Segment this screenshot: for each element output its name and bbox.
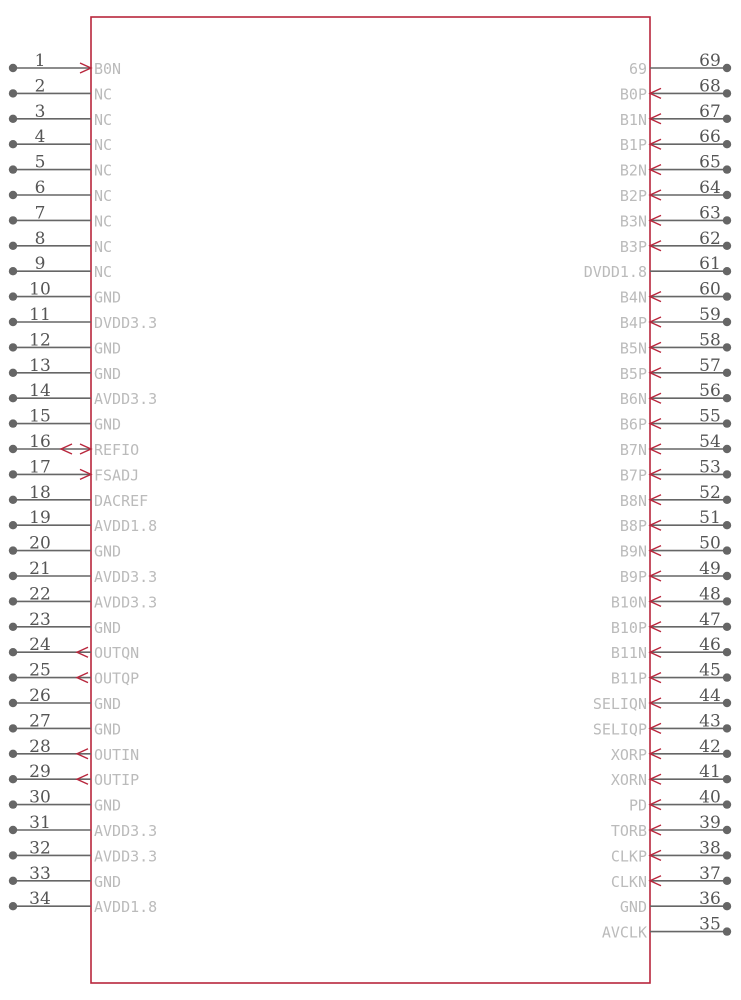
pin-number: 14: [29, 381, 51, 402]
pin-number: 61: [699, 254, 721, 275]
pin-name: B10P: [610, 618, 647, 637]
pin-name: AVDD3.3: [94, 390, 158, 409]
pin-19: [9, 508, 157, 535]
pin-endpoint-dot: [723, 89, 731, 97]
pin-endpoint-dot: [723, 724, 731, 732]
pin-name: B6N: [619, 390, 647, 409]
pin-name: OUTQP: [94, 669, 140, 688]
pin-endpoint-dot: [9, 521, 17, 529]
pin-number: 10: [29, 279, 51, 300]
pin-endpoint-dot: [9, 496, 17, 504]
pin-33: [9, 864, 121, 891]
pin-24: [9, 635, 139, 662]
pin-name: DACREF: [94, 491, 149, 510]
pin-endpoint-dot: [9, 267, 17, 275]
pin-10: [9, 280, 121, 307]
pin-number: 21: [29, 559, 51, 579]
pin-number: 11: [29, 305, 51, 325]
pin-endpoint-dot: [9, 343, 17, 351]
pin-25: [9, 661, 139, 688]
pin-name: AVDD1.8: [94, 898, 158, 917]
pin-number: 22: [29, 584, 51, 605]
pin-50: [620, 534, 731, 561]
ic-body-outline: [91, 17, 650, 983]
pin-name: B1P: [619, 136, 647, 155]
pin-29: [9, 762, 139, 789]
pin-endpoint-dot: [723, 597, 731, 605]
pin-69: [629, 51, 731, 78]
pin-45: [611, 661, 731, 688]
pin-name: AVDD3.3: [94, 568, 158, 586]
pin-name: FSADJ: [94, 466, 140, 485]
pin-endpoint-dot: [723, 369, 731, 377]
pin-9: [9, 254, 112, 281]
pin-43: [593, 711, 731, 738]
pin-11: [9, 305, 157, 332]
pin-name: AVCLK: [601, 923, 647, 942]
pin-endpoint-dot: [723, 140, 731, 148]
pin-53: [620, 457, 731, 484]
pin-number: 49: [699, 559, 721, 579]
pin-34: [9, 889, 157, 916]
pin-endpoint-dot: [723, 496, 731, 504]
pin-36: [620, 889, 731, 916]
pin-number: 29: [29, 762, 51, 783]
pin-18: [9, 483, 148, 510]
pin-number: 62: [699, 228, 721, 249]
pin-endpoint-dot: [9, 64, 17, 72]
pin-name: B0P: [619, 85, 647, 104]
pin-number: 13: [29, 355, 51, 376]
pin-number: 6: [34, 178, 46, 198]
pin-44: [593, 686, 731, 713]
pin-endpoint-dot: [9, 851, 17, 859]
pin-60: [620, 280, 731, 307]
pin-endpoint-dot: [723, 292, 731, 300]
pin-number: 15: [29, 406, 51, 427]
pin-number: 25: [29, 660, 51, 681]
pin-endpoint-dot: [723, 750, 731, 758]
pin-name: B8N: [619, 491, 647, 510]
pin-5: [9, 153, 112, 180]
pin-4: [9, 127, 112, 154]
pin-endpoint-dot: [9, 724, 17, 732]
pin-name: B9P: [619, 568, 647, 586]
pin-26: [9, 686, 121, 713]
pin-number: 63: [699, 203, 721, 224]
pin-endpoint-dot: [9, 877, 17, 885]
pin-endpoint-dot: [9, 292, 17, 300]
pin-name: NC: [94, 161, 113, 180]
pin-1: [9, 51, 121, 78]
pin-39: [611, 813, 731, 840]
pin-endpoint-dot: [9, 902, 17, 910]
pin-number: 18: [29, 482, 51, 503]
pin-name: CLKP: [610, 847, 647, 866]
pin-name: GND: [94, 618, 122, 637]
pin-name: B4P: [619, 314, 647, 332]
pin-name: B11N: [610, 644, 647, 663]
pin-endpoint-dot: [723, 775, 731, 783]
pin-endpoint-dot: [723, 470, 731, 478]
pin-endpoint-dot: [9, 115, 17, 123]
pin-number: 45: [699, 660, 721, 681]
pin-name: GND: [94, 796, 122, 815]
pin-number: 16: [29, 432, 51, 452]
pin-32: [9, 838, 157, 865]
pin-name: B11P: [610, 669, 647, 688]
pin-37: [611, 864, 731, 891]
pin-number: 56: [699, 381, 721, 402]
pin-number: 48: [699, 584, 721, 605]
pin-name: B2P: [619, 187, 647, 205]
pin-number: 3: [34, 101, 46, 122]
pin-number: 47: [699, 609, 721, 630]
pin-54: [620, 432, 731, 459]
pin-31: [9, 813, 157, 840]
pin-endpoint-dot: [9, 318, 17, 326]
pin-number: 8: [34, 228, 46, 249]
pin-endpoint-dot: [723, 64, 731, 72]
pin-number: 43: [699, 711, 721, 732]
pin-endpoint-dot: [723, 242, 731, 250]
pin-endpoint-dot: [9, 572, 17, 580]
left-pin-group: [9, 51, 157, 916]
pin-63: [620, 203, 731, 230]
pin-endpoint-dot: [723, 521, 731, 529]
pin-endpoint-dot: [9, 216, 17, 224]
pin-number: 59: [699, 305, 721, 325]
pin-endpoint-dot: [723, 546, 731, 554]
pin-name: B8P: [619, 517, 647, 536]
pin-endpoint-dot: [723, 267, 731, 275]
pin-name: B3N: [619, 212, 647, 231]
pin-endpoint-dot: [723, 623, 731, 631]
right-pin-group: [584, 51, 731, 942]
pin-name: B7N: [619, 441, 647, 459]
pin-number: 67: [699, 101, 721, 122]
pin-number: 37: [699, 863, 721, 884]
pin-name: NC: [94, 110, 113, 129]
pin-name: GND: [94, 339, 122, 358]
pin-35: [602, 915, 731, 942]
pin-21: [9, 559, 157, 586]
pin-name: AVDD1.8: [94, 517, 158, 536]
pin-name: DVDD3.3: [94, 314, 158, 332]
pin-endpoint-dot: [9, 826, 17, 834]
pin-41: [611, 762, 731, 789]
pin-number: 52: [699, 482, 721, 503]
pin-endpoint-dot: [9, 750, 17, 758]
pin-endpoint-dot: [9, 165, 17, 173]
pin-number: 41: [699, 762, 721, 783]
pin-number: 60: [699, 279, 721, 300]
pin-endpoint-dot: [723, 673, 731, 681]
pin-endpoint-dot: [723, 877, 731, 885]
pin-endpoint-dot: [723, 165, 731, 173]
pin-number: 26: [29, 686, 51, 706]
pin-endpoint-dot: [9, 419, 17, 427]
pin-name: NC: [94, 237, 113, 256]
pin-number: 12: [29, 330, 51, 351]
pin-65: [620, 153, 731, 180]
pin-name: B5P: [619, 364, 647, 383]
pin-endpoint-dot: [9, 597, 17, 605]
pin-name: B2N: [619, 161, 647, 180]
pin-endpoint-dot: [9, 775, 17, 783]
pin-number: 17: [29, 457, 51, 478]
pin-endpoint-dot: [9, 89, 17, 97]
pin-endpoint-dot: [9, 470, 17, 478]
pin-64: [620, 178, 731, 205]
pin-endpoint-dot: [9, 673, 17, 681]
pin-name: B7P: [619, 466, 647, 485]
pin-7: [9, 203, 112, 230]
pin-name: GND: [94, 415, 122, 434]
pin-number: 39: [699, 813, 721, 833]
pin-endpoint-dot: [723, 800, 731, 808]
pin-number: 36: [699, 889, 721, 910]
pin-name: XORN: [610, 771, 647, 790]
pin-name: OUTIP: [94, 771, 140, 790]
pin-endpoint-dot: [723, 572, 731, 580]
pin-name: AVDD3.3: [94, 593, 158, 612]
pin-name: CLKN: [610, 872, 647, 891]
pin-number: 55: [699, 406, 721, 427]
pin-endpoint-dot: [9, 242, 17, 250]
pin-14: [9, 381, 157, 408]
pin-name: PD: [628, 796, 647, 815]
pin-13: [9, 356, 121, 383]
pin-number: 44: [699, 686, 721, 706]
pin-17: [9, 457, 139, 484]
pin-20: [9, 534, 121, 561]
pin-2: [9, 76, 112, 103]
pin-number: 65: [699, 152, 721, 173]
pin-endpoint-dot: [9, 623, 17, 631]
pin-endpoint-dot: [723, 191, 731, 199]
pin-number: 32: [29, 838, 51, 859]
pin-name: REFIO: [94, 441, 140, 459]
pin-endpoint-dot: [723, 648, 731, 656]
pin-endpoint-dot: [723, 851, 731, 859]
pin-endpoint-dot: [723, 419, 731, 427]
pin-51: [620, 508, 731, 535]
pin-endpoint-dot: [9, 394, 17, 402]
pin-62: [620, 229, 731, 256]
pin-42: [611, 737, 731, 764]
pin-61: [584, 254, 731, 281]
pin-number: 40: [699, 787, 721, 808]
pin-name: GND: [94, 364, 122, 383]
pin-number: 38: [699, 838, 721, 859]
pin-number: 58: [699, 330, 721, 351]
pin-name: GND: [94, 542, 122, 561]
pin-endpoint-dot: [9, 140, 17, 148]
pin-name: GND: [619, 898, 647, 917]
pin-68: [620, 76, 731, 103]
pin-endpoint-dot: [723, 927, 731, 935]
pin-name: B5N: [619, 339, 647, 358]
pin-46: [611, 635, 731, 662]
pin-number: 42: [699, 736, 721, 757]
pin-48: [611, 584, 731, 611]
pin-endpoint-dot: [9, 445, 17, 453]
pin-67: [620, 102, 731, 129]
pin-name: SELIQN: [592, 695, 647, 713]
pin-15: [9, 407, 121, 434]
pin-endpoint-dot: [9, 546, 17, 554]
pin-name: TORB: [610, 822, 647, 840]
pin-23: [9, 610, 121, 637]
pin-name: DVDD1.8: [583, 263, 647, 282]
pin-endpoint-dot: [9, 369, 17, 377]
pin-name: AVDD3.3: [94, 822, 158, 840]
pin-number: 31: [29, 813, 51, 833]
pin-number: 4: [34, 127, 46, 148]
pin-number: 57: [699, 355, 721, 376]
pin-number: 51: [699, 508, 721, 529]
pin-name: GND: [94, 695, 122, 713]
pin-40: [629, 788, 731, 815]
pin-57: [620, 356, 731, 383]
pin-endpoint-dot: [723, 318, 731, 326]
pin-endpoint-dot: [723, 343, 731, 351]
pin-30: [9, 788, 121, 815]
pin-number: 54: [699, 432, 721, 452]
pin-number: 50: [699, 533, 721, 554]
pin-27: [9, 711, 121, 738]
pin-59: [620, 305, 731, 332]
pin-56: [620, 381, 731, 408]
pin-endpoint-dot: [723, 902, 731, 910]
pin-28: [9, 737, 139, 764]
pin-name: SELIQP: [592, 720, 647, 739]
pin-name: NC: [94, 263, 113, 282]
pin-endpoint-dot: [723, 699, 731, 707]
pin-number: 1: [34, 51, 46, 71]
pin-number: 68: [699, 76, 721, 97]
pin-endpoint-dot: [723, 445, 731, 453]
pin-name: GND: [94, 720, 122, 739]
pin-number: 7: [34, 203, 46, 224]
pin-name: GND: [94, 288, 122, 307]
pin-number: 69: [699, 51, 721, 71]
pin-name: NC: [94, 187, 113, 205]
pin-66: [620, 127, 731, 154]
pin-name: NC: [94, 212, 113, 231]
pin-number: 27: [29, 711, 51, 732]
pin-number: 28: [29, 736, 51, 757]
pin-endpoint-dot: [723, 826, 731, 834]
pin-endpoint-dot: [723, 115, 731, 123]
pin-endpoint-dot: [723, 394, 731, 402]
pin-58: [620, 330, 731, 357]
pin-number: 64: [699, 178, 721, 198]
pin-name: XORP: [610, 745, 647, 764]
pin-number: 23: [29, 609, 51, 630]
pin-22: [9, 584, 157, 611]
pin-number: 35: [699, 914, 721, 935]
pin-name: B10N: [610, 593, 647, 612]
pin-name: B6P: [619, 415, 647, 434]
pin-endpoint-dot: [9, 191, 17, 199]
pin-number: 5: [34, 152, 46, 173]
pin-number: 24: [29, 635, 51, 656]
pin-name: NC: [94, 85, 113, 104]
pin-3: [9, 102, 112, 129]
pin-name: 69: [628, 60, 647, 78]
pin-endpoint-dot: [723, 216, 731, 224]
pin-number: 20: [29, 533, 51, 554]
pin-name: NC: [94, 136, 113, 155]
pin-number: 34: [29, 889, 51, 910]
pin-number: 53: [699, 457, 721, 478]
pin-8: [9, 229, 112, 256]
pin-12: [9, 330, 121, 357]
pin-endpoint-dot: [9, 699, 17, 707]
pin-name: B9N: [619, 542, 647, 561]
pin-number: 66: [699, 127, 721, 148]
pin-16: [9, 432, 139, 459]
pin-name: B4N: [619, 288, 647, 307]
pin-name: GND: [94, 872, 122, 891]
pin-47: [611, 610, 731, 637]
pin-52: [620, 483, 731, 510]
pin-endpoint-dot: [9, 800, 17, 808]
pin-name: B1N: [619, 110, 647, 129]
pin-name: OUTIN: [94, 745, 140, 764]
pin-55: [620, 407, 731, 434]
pin-name: OUTQN: [94, 644, 140, 663]
pin-38: [611, 838, 731, 865]
pin-49: [620, 559, 731, 586]
pin-6: [9, 178, 112, 205]
pin-name: AVDD3.3: [94, 847, 158, 866]
pin-name: B3P: [619, 237, 647, 256]
pin-number: 46: [699, 635, 721, 656]
pin-name: B0N: [94, 60, 122, 78]
pin-number: 33: [29, 863, 51, 884]
pin-endpoint-dot: [9, 648, 17, 656]
pin-number: 9: [34, 254, 46, 275]
pin-number: 2: [34, 76, 46, 97]
pin-number: 19: [29, 508, 51, 529]
pin-number: 30: [29, 787, 51, 808]
